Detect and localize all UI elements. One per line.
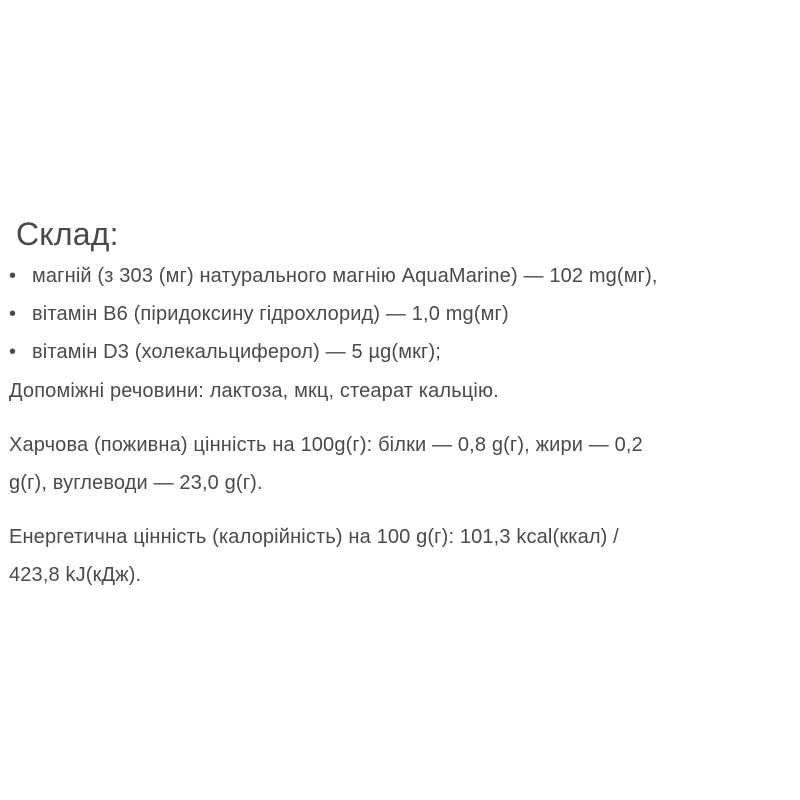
composition-heading: Склад: xyxy=(16,216,119,252)
ingredient-item-vitamin-d3 xyxy=(9,339,441,365)
bullet-icon: • xyxy=(9,265,17,287)
ingredient-item-magnesium xyxy=(9,263,658,289)
nutrition-value-line-1: Харчова (поживна) цінність на 100g(г): білки — 0,8 g(г), жири — 0,2 xyxy=(9,434,643,456)
ingredient-text: вітамін В6 (піридоксину гідрохлорид) — 1,0 mg(мг) xyxy=(32,303,509,325)
ingredient-text: вітамін D3 (холекальциферол) — 5 µg(мкг); xyxy=(32,341,441,363)
nutrition-value-line-2: g(г), вуглеводи — 23,0 g(г). xyxy=(9,472,263,494)
ingredient-text: магній (з 303 (мг) натурального магнію AquaMarine) — 102 mg(мг), xyxy=(32,265,658,287)
energy-value-line-2: 423,8 kJ(кДж). xyxy=(9,564,142,586)
ingredient-item-vitamin-b6 xyxy=(9,301,509,327)
bullet-icon: • xyxy=(9,341,17,363)
excipients-line: Допоміжні речовини: лактоза, мкц, стеарат кальцію. xyxy=(9,380,499,402)
bullet-icon: • xyxy=(9,303,17,325)
energy-value-line-1: Енергетична цінність (калорійність) на 100 g(г): 101,3 kcal(ккал) / xyxy=(9,526,619,548)
